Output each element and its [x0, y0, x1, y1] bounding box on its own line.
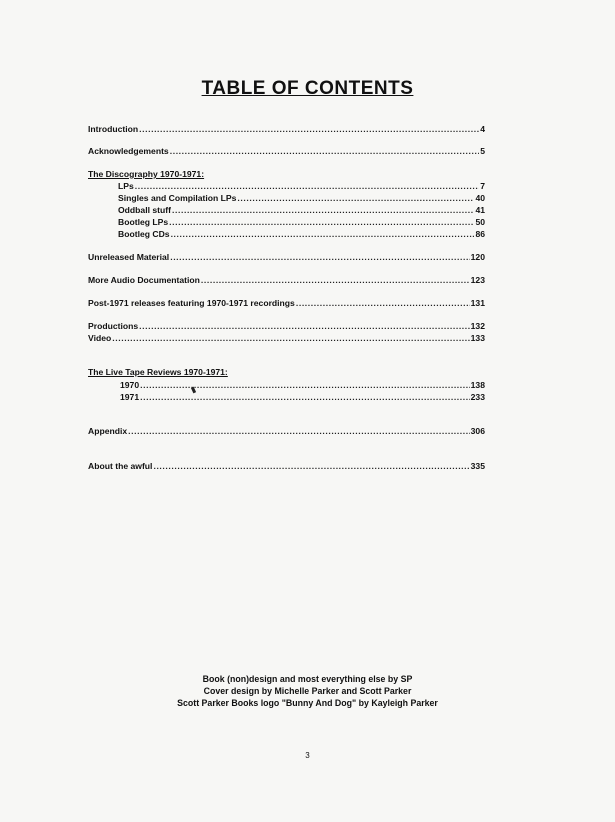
toc-entry-singles: [118, 193, 485, 205]
toc-entry-page: 5: [480, 146, 485, 156]
credit-line: Scott Parker Books logo "Bunny And Dog" by Kayleigh Parker: [177, 698, 438, 708]
toc-entry-appendix: [88, 426, 485, 438]
toc-leader-dots: [237, 193, 474, 203]
toc-entry-page: 50: [475, 217, 485, 227]
toc-leader-dots: [135, 181, 479, 191]
toc-entry-label: Bootleg LPs: [118, 217, 169, 227]
toc-entry-bootleg-cds: [118, 229, 485, 241]
toc-entry-label: Introduction: [88, 124, 139, 134]
toc-leader-dots: [139, 321, 470, 331]
toc-leader-dots: [139, 124, 479, 134]
credit-line: Book (non)design and most everything else by SP: [202, 674, 413, 684]
toc-entry-label: Post-1971 releases featuring 1970-1971 recordings: [88, 298, 295, 308]
toc-entry-audio-documentation: [88, 275, 485, 287]
toc-leader-dots: [153, 461, 469, 471]
toc-entry-oddball: [118, 205, 485, 217]
toc-entry-bootleg-lps: [118, 217, 485, 229]
toc-entry-page: 120: [470, 252, 485, 262]
credit-line: Cover design by Michelle Parker and Scott Parker: [203, 686, 412, 696]
page-title: TABLE OF CONTENTS: [201, 78, 414, 99]
toc-entry-label: Bootleg CDs: [118, 229, 170, 239]
toc-leader-dots: [201, 275, 470, 285]
toc-entry-page: 133: [470, 333, 485, 343]
toc-entry-page: 132: [470, 321, 485, 331]
toc-entry-label: Unreleased Material: [88, 252, 170, 262]
page-number: 3: [305, 751, 310, 760]
toc-entry-introduction: [88, 124, 485, 136]
toc-entry-page: 233: [470, 392, 485, 402]
toc-leader-dots: [140, 380, 470, 390]
toc-entry-label: More Audio Documentation: [88, 275, 200, 285]
toc-entry-label: LPs: [118, 181, 134, 191]
toc-entry-label: About the awful: [88, 461, 153, 471]
toc-entry-page: 306: [470, 426, 485, 436]
toc-entry-page: 7: [480, 181, 485, 191]
toc-entry-post-1971: [88, 298, 485, 310]
toc-entry-1970: [120, 380, 485, 392]
toc-entry-label: Video: [88, 333, 112, 343]
toc-entry-productions: [88, 321, 485, 333]
toc-entry-label: Oddball stuff: [118, 205, 171, 215]
toc-leader-dots: [172, 205, 474, 215]
toc-entry-page: 123: [470, 275, 485, 285]
toc-entry-page: 4: [480, 124, 485, 134]
toc-entry-label: Singles and Compilation LPs: [118, 193, 237, 203]
toc-entry-about-the-awful: [88, 461, 485, 473]
toc-leader-dots: [170, 252, 469, 262]
toc-entry-page: 86: [475, 229, 485, 239]
toc-entry-label: Productions: [88, 321, 139, 331]
toc-entry-label: 1971: [120, 392, 140, 402]
toc-leader-dots: [296, 298, 470, 308]
toc-entry-page: 41: [475, 205, 485, 215]
toc-leader-dots: [170, 146, 480, 156]
toc-entry-page: 138: [470, 380, 485, 390]
toc-entry-label: Acknowledgements: [88, 146, 169, 156]
toc-leader-dots: [128, 426, 470, 436]
toc-entry-lps: [118, 181, 485, 193]
toc-entry-page: 335: [470, 461, 485, 471]
credits-block: [0, 673, 615, 709]
toc-entry-1971: [120, 392, 485, 404]
toc-entry-label: 1970: [120, 380, 140, 390]
toc-entry-label: Appendix: [88, 426, 128, 436]
section-heading-discography: The Discography 1970-1971:: [88, 169, 205, 179]
toc-leader-dots: [140, 392, 470, 402]
toc-entry-unreleased: [88, 252, 485, 264]
toc-entry-page: 40: [475, 193, 485, 203]
toc-entry-page: 131: [470, 298, 485, 308]
toc-leader-dots: [112, 333, 469, 343]
toc-entry-acknowledgements: [88, 146, 485, 158]
toc-leader-dots: [171, 229, 475, 239]
toc-entry-video: [88, 333, 485, 345]
section-heading-live-tape-reviews: The Live Tape Reviews 1970-1971:: [88, 367, 228, 377]
toc-leader-dots: [169, 217, 474, 227]
